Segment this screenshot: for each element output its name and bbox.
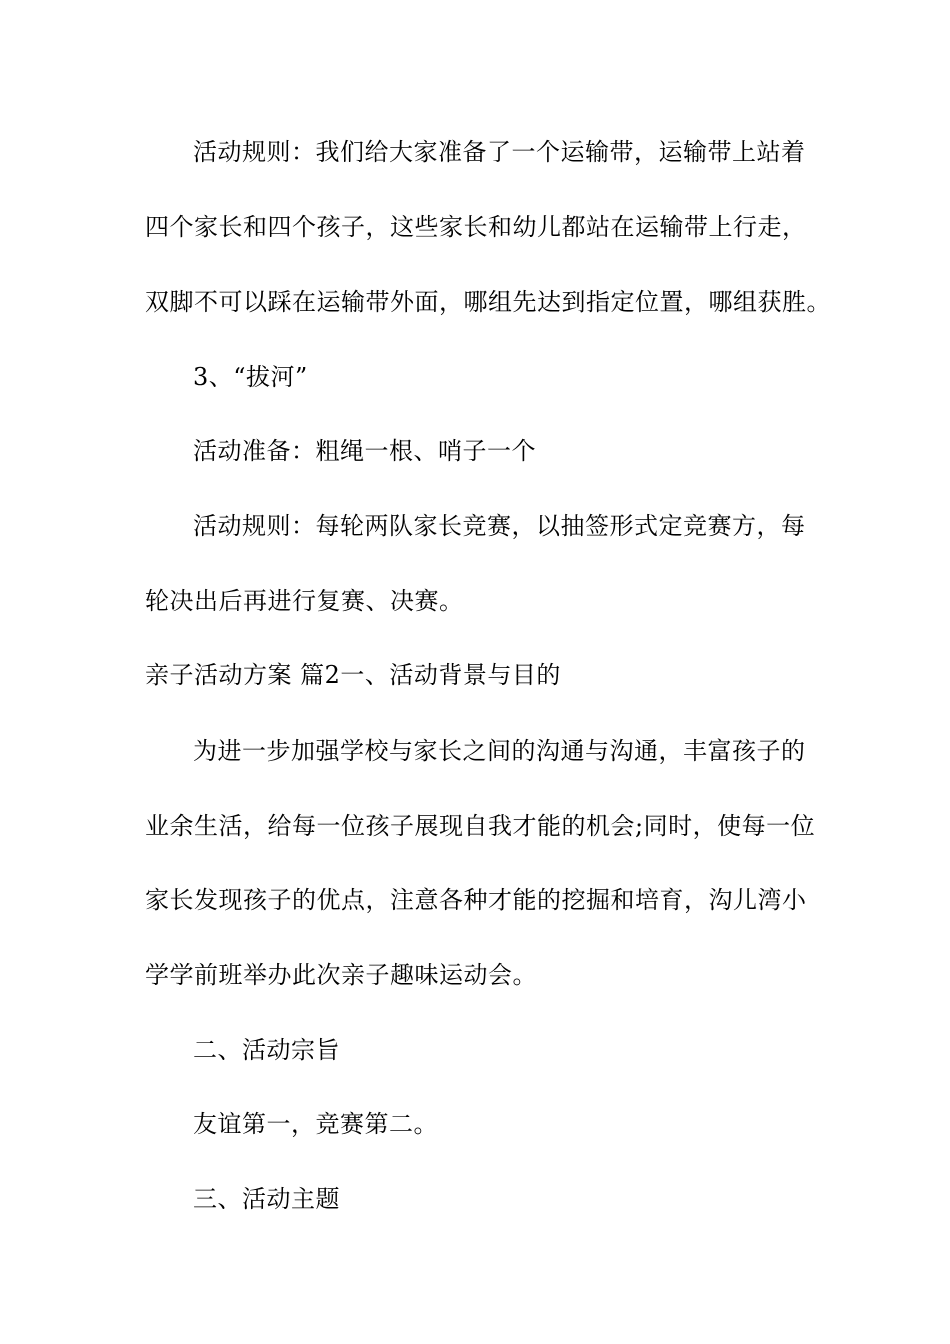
- paragraph-line: 四个家长和四个孩子，这些家长和幼儿都站在运输带上行走，: [145, 213, 807, 241]
- paragraph-line: 家长发现孩子的优点，注意各种才能的挖掘和培育，沟儿湾小: [145, 886, 807, 914]
- paragraph-line: 学学前班举办此次亲子趣味运动会。: [145, 961, 537, 989]
- paragraph-line: 轮决出后再进行复赛、决赛。: [145, 587, 464, 615]
- paragraph-line: 活动规则：每轮两队家长竞赛，以抽签形式定竞赛方，每: [193, 512, 806, 540]
- subheading-tug-of-war: 3、“拔河”: [193, 363, 308, 391]
- section-number: 一、: [340, 661, 390, 689]
- subheading-purpose: 二、活动宗旨: [193, 1036, 340, 1064]
- paragraph-line: 业余生活，给每一位孩子展现自我才能的机会;同时，使每一位: [145, 812, 816, 840]
- paragraph-line: 友谊第一，竞赛第二。: [193, 1110, 438, 1138]
- paragraph-line: 活动准备：粗绳一根、哨子一个: [193, 437, 536, 465]
- section-heading: [145, 659, 810, 691]
- section-text: 活动背景与目的: [389, 661, 561, 689]
- paragraph-line: 为进一步加强学校与家长之间的沟通与沟通，丰富孩子的: [193, 737, 806, 765]
- paragraph-line: 双脚不可以踩在运输带外面，哪组先达到指定位置，哪组获胜。: [145, 288, 831, 316]
- subheading-theme: 三、活动主题: [193, 1185, 340, 1213]
- section-title: 亲子活动方案 篇2: [145, 661, 341, 689]
- paragraph-line: 活动规则：我们给大家准备了一个运输带，运输带上站着: [193, 138, 806, 166]
